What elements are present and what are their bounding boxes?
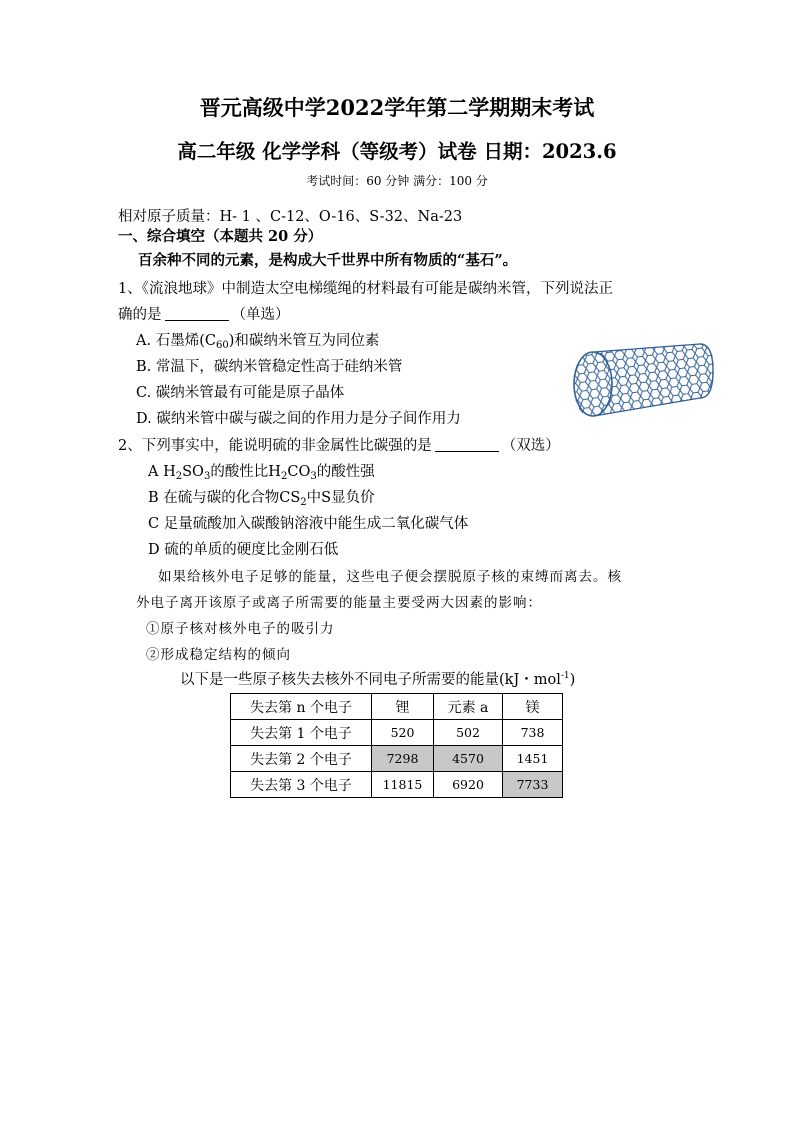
section-intro: 百余种不同的元素，是构成大千世界中所有物质的“基石”。 [138,252,518,269]
q1-option-a-text: A. 石墨烯(C [136,333,216,349]
table-cell: 失去第 2 个电子 [231,746,372,772]
q2-option-d: D 硫的单质的硬度比金刚石低 [148,542,339,558]
factor-2: ②形成稳定结构的倾向 [146,647,291,663]
table-cell: 502 [434,720,503,746]
exam-time-score: 考试时间：60 分钟 满分：100 分 [306,174,488,188]
table-caption [180,668,575,689]
q2-option-b [148,486,375,507]
table-cell: 11815 [372,772,434,798]
table-header-row [231,694,563,720]
passage-line1: 如果给核外电子足够的能量，这些电子便会摆脱原子核的束缚而离去。核 [158,569,622,585]
q1-option-a-sub: 60 [215,340,229,351]
table-row [231,772,563,798]
q2-b-rest: 中S显负价 [306,490,375,506]
q2-stem [118,434,560,455]
table-cell: 失去第 3 个电子 [231,772,372,798]
q2-a-s1: 2 [175,471,183,482]
q2-stem-text: 2、下列事实中，能说明硫的非金属性比碳强的是 [118,438,432,454]
q2-option-c: C 足量硫酸加入碳酸钠溶液中能生成二氧化碳气体 [148,516,469,532]
q2-a-t2: SO [182,464,204,480]
q1-option-d: D. 碳纳米管中碳与碳之间的作用力是分子间作用力 [136,411,461,427]
table-cell-shaded: 7733 [503,772,563,798]
table-cell-shaded: 4570 [434,746,503,772]
q2-a-t1: A H [148,464,176,480]
table-header-cell: 元素 a [434,694,503,720]
table-caption-text: 以下是一些原子核失去核外不同电子所需要的能量(kJ・mol [180,672,561,688]
q1-answer-blank[interactable] [165,306,229,321]
exam-subtitle: 高二年级 化学学科（等级考）试卷 日期：2023.6 [177,140,617,163]
table-cell: 6920 [434,772,503,798]
q2-a-t3: 的酸性比H [210,464,281,480]
passage-line2: 外电子离开该原子或离子所需要的能量主要受两大因素的影响： [136,595,542,611]
table-cell-shaded: 7298 [372,746,434,772]
q1-option-b: B. 常温下，碳纳米管稳定性高于硅纳米管 [136,359,403,375]
q2-a-t5: 的酸性强 [316,464,375,480]
table-row [231,746,563,772]
q2-a-t4: CO [287,464,311,480]
q2-a-s2: 3 [203,471,211,482]
q2-a-s4: 3 [310,471,317,482]
table-header-cell: 锂 [372,694,434,720]
ionization-energy-table [230,693,563,798]
section-heading: 一、综合填空（本题共 20 分） [118,228,323,245]
q1-option-a [136,329,379,350]
table-cell: 738 [503,720,563,746]
table-caption-sup: -1 [560,671,570,681]
factor-1: ①原子核对核外电子的吸引力 [146,621,335,637]
q1-stem-suffix: （单选） [231,307,290,323]
q2-b-text: B 在硫与碳的化合物CS [148,490,301,506]
carbon-nanotube-image [572,340,714,424]
table-cell: 520 [372,720,434,746]
q2-stem-suffix: （双选） [501,438,560,454]
q1-option-c: C. 碳纳米管最有可能是原子晶体 [136,385,345,401]
table-header-cell: 失去第 n 个电子 [231,694,372,720]
table-cell: 失去第 1 个电子 [231,720,372,746]
table-cell: 1451 [503,746,563,772]
q2-answer-blank[interactable] [435,437,499,452]
q2-a-s3: 2 [280,471,288,482]
table-row [231,720,563,746]
table-caption-end: ) [569,672,576,688]
q2-b-sub: 2 [300,497,307,508]
q1-stem-text: 确的是 [118,307,162,323]
q2-option-a [148,460,375,481]
q1-stem-line1: 1、《流浪地球》中制造太空电梯缆绳的材料最有可能是碳纳米管，下列说法正 [118,281,613,297]
q1-stem-line2 [118,303,290,324]
school-exam-title: 晋元高级中学2022学年第二学期期末考试 [199,95,595,120]
q1-option-a-rest: )和碳纳米管互为同位素 [228,333,380,349]
table-header-cell: 镁 [503,694,563,720]
atomic-mass-line: 相对原子质量：H- 1 、C-12、O-16、S-32、Na-23 [118,209,463,225]
